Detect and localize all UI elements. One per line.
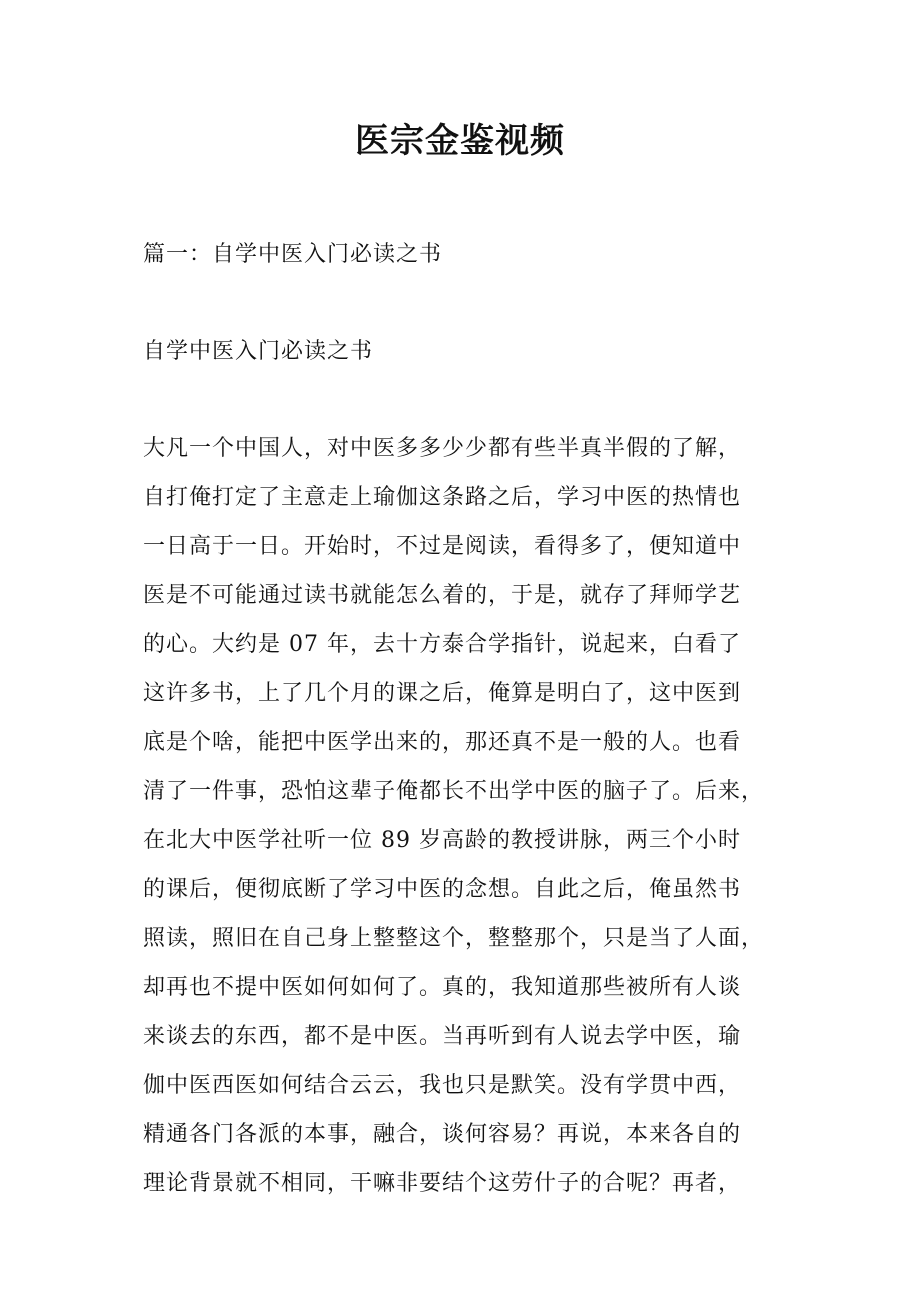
body-line: 精通各门各派的本事，融合，谈何容易？再说，本来各自的: [143, 1122, 742, 1147]
body-line: 却再也不提中医如何如何了。真的，我知道那些被所有人谈: [143, 975, 742, 1000]
body-line: 医是不可能通过读书就能怎么着的，于是，就存了拜师学艺: [143, 583, 742, 608]
sub-heading: 自学中医入门必读之书: [143, 339, 374, 364]
body-line: 底是个啥，能把中医学出来的，那还真不是一般的人。也看: [143, 730, 742, 755]
body-line: 来谈去的东西，都不是中医。当再听到有人说去学中医，瑜: [143, 1024, 742, 1049]
body-line: 理论背景就不相同，干嘛非要结个这劳什子的合呢？再者，: [143, 1171, 742, 1196]
body-line: 在北大中医学社听一位 89 岁高龄的教授讲脉，两三个小时: [143, 828, 741, 853]
body-line: 这许多书，上了几个月的课之后，俺算是明白了，这中医到: [143, 681, 742, 706]
body-line: 伽中医西医如何结合云云，我也只是默笑。没有学贯中西，: [143, 1073, 742, 1098]
body-line: 大凡一个中国人，对中医多多少少都有些半真半假的了解，: [143, 436, 742, 461]
body-line: 的课后，便彻底断了学习中医的念想。自此之后，俺虽然书: [143, 877, 742, 902]
document-title: 医宗金鉴视频: [355, 121, 565, 161]
body-line: 一日高于一日。开始时，不过是阅读，看得多了，便知道中: [143, 534, 742, 559]
section-heading: 篇一：自学中医入门必读之书: [143, 242, 443, 267]
body-line: 的心。大约是 07 年，去十方泰合学指针，说起来，白看了: [143, 632, 741, 657]
body-paragraph: [143, 430, 803, 1214]
body-line: 照读，照旧在自己身上整整这个，整整那个，只是当了人面，: [143, 926, 765, 951]
body-line: 自打俺打定了主意走上瑜伽这条路之后，学习中医的热情也: [143, 485, 742, 510]
body-line: 清了一件事，恐怕这辈子俺都长不出学中医的脑子了。后来，: [143, 779, 765, 804]
